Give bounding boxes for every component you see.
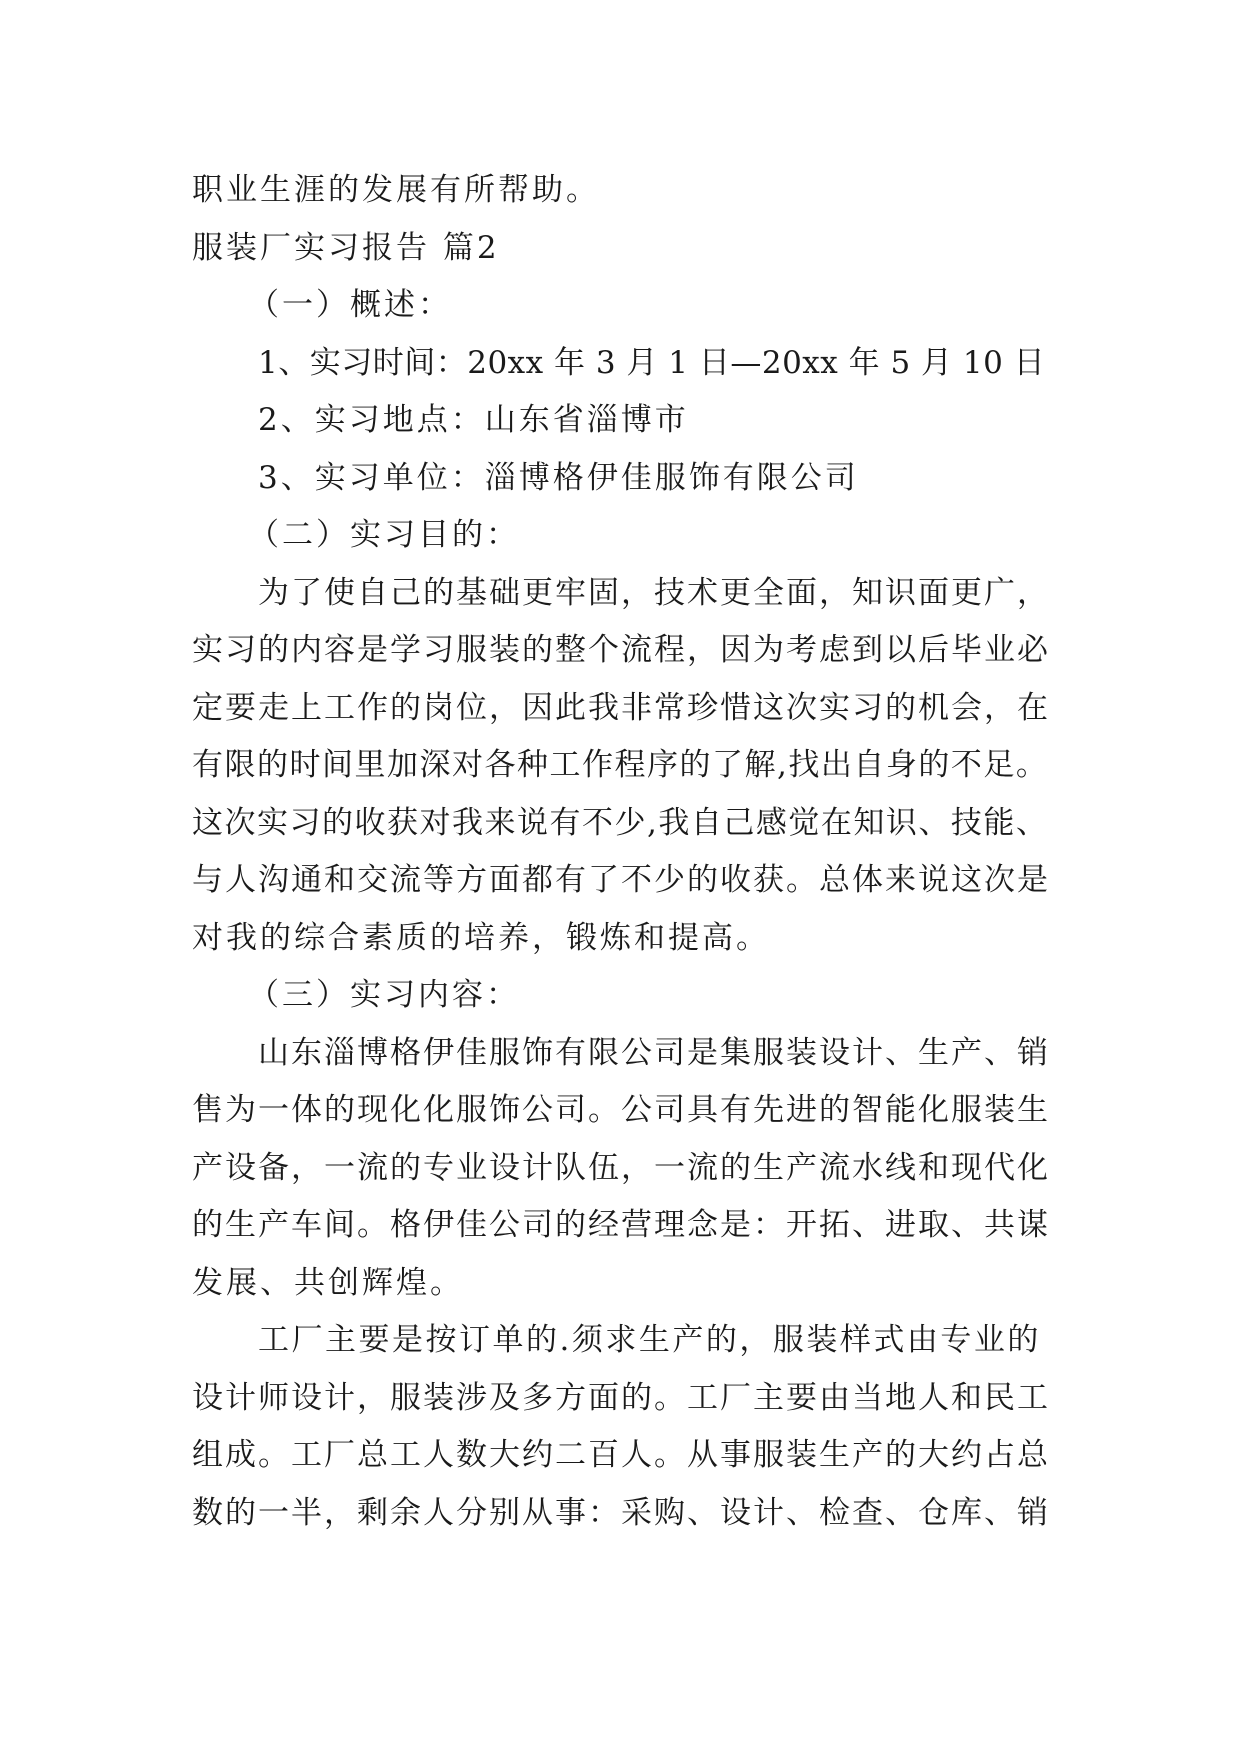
paragraph-line: 有限的时间里加深对各种工作程序的了解,找出自身的不足。	[192, 747, 1049, 783]
paragraph-line: 数的一半，剩余人分别从事：采购、设计、检查、仓库、销	[192, 1495, 1050, 1531]
paragraph-line: 实习的内容是学习服装的整个流程，因为考虑到以后毕业必	[192, 632, 1050, 668]
paragraph-line: 与人沟通和交流等方面都有了不少的收获。总体来说这次是	[192, 862, 1050, 898]
paragraph-line: 产设备，一流的专业设计队伍，一流的生产流水线和现代化	[192, 1150, 1050, 1186]
paragraph-line: 组成。工厂总工人数大约二百人。从事服装生产的大约占总	[192, 1437, 1050, 1473]
paragraph-line: 工厂主要是按订单的.须求生产的，服装样式由专业的	[258, 1322, 1041, 1358]
paragraph-line: 为了使自己的基础更牢固，技术更全面，知识面更广，	[258, 575, 1050, 611]
paragraph-line: 这次实习的收获对我来说有不少,我自己感觉在知识、技能、	[192, 805, 1049, 841]
text-line: 职业生涯的发展有所帮助。	[192, 172, 600, 208]
paragraph-line: 售为一体的现化化服饰公司。公司具有先进的智能化服装生	[192, 1092, 1050, 1128]
paragraph-line: 定要走上工作的岗位，因此我非常珍惜这次实习的机会，在	[192, 690, 1050, 726]
paragraph-line: 的生产车间。格伊佳公司的经营理念是：开拓、进取、共谋	[192, 1207, 1050, 1243]
section-heading: 服装厂实习报告 篇2	[192, 230, 500, 266]
list-item: 3、实习单位：淄博格伊佳服饰有限公司	[258, 460, 859, 496]
list-item: 1、实习时间：20xx 年 3 月 1 日—20xx 年 5 月 10 日	[258, 345, 1046, 381]
subsection-heading: （二）实习目的：	[248, 517, 520, 553]
subsection-heading: （三）实习内容：	[248, 977, 520, 1013]
list-item: 2、实习地点：山东省淄博市	[258, 402, 689, 438]
paragraph-line: 设计师设计，服装涉及多方面的。工厂主要由当地人和民工	[192, 1380, 1050, 1416]
paragraph-line: 发展、共创辉煌。	[192, 1265, 464, 1301]
paragraph-line: 对我的综合素质的培养，锻炼和提高。	[192, 920, 770, 956]
paragraph-line: 山东淄博格伊佳服饰有限公司是集服装设计、生产、销	[258, 1035, 1050, 1071]
subsection-heading: （一）概述：	[248, 287, 452, 323]
